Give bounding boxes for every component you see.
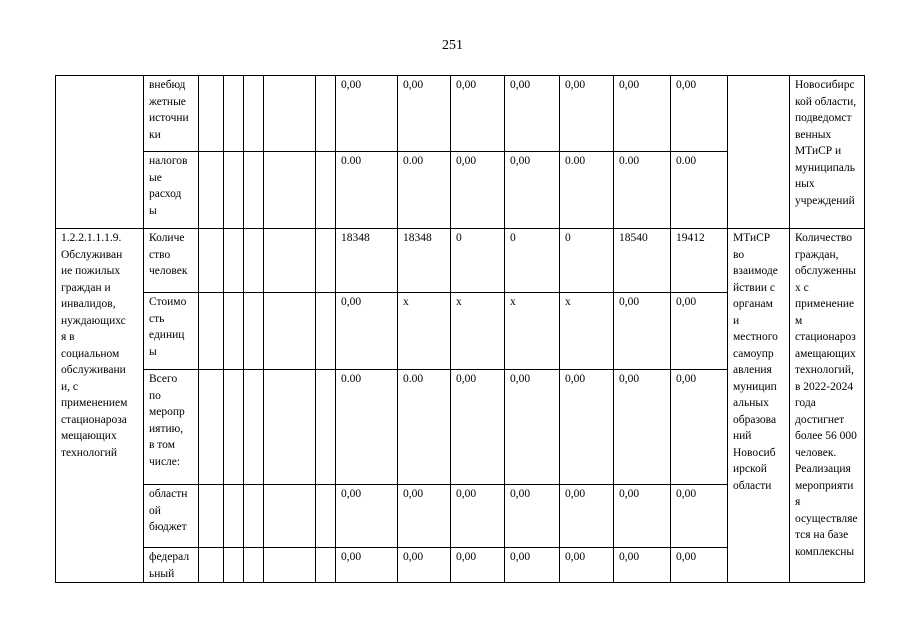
value-cell: 0,00 — [451, 548, 505, 583]
value-cell: 0,00 — [336, 548, 398, 583]
indicator-cell: областн ой бюджет — [144, 485, 199, 548]
value-cell: 0,00 — [398, 485, 451, 548]
value-cell: 0,00 — [560, 76, 614, 152]
value-cell: 18348 — [398, 229, 451, 293]
table-row — [56, 229, 865, 293]
value-cell: 0.00 — [336, 152, 398, 229]
value-cell: 0,00 — [671, 370, 728, 485]
value-cell: 0,00 — [398, 548, 451, 583]
indicator-cell: налогов ые расход ы — [144, 152, 199, 229]
value-cell: 0,00 — [336, 76, 398, 152]
value-cell: 0,00 — [560, 485, 614, 548]
value-cell: 0 — [451, 229, 505, 293]
table-row — [56, 76, 865, 152]
value-cell: 0,00 — [671, 76, 728, 152]
value-cell: 0,00 — [671, 485, 728, 548]
value-cell: 0,00 — [398, 76, 451, 152]
value-cell: 0.00 — [614, 152, 671, 229]
value-cell: 0,00 — [451, 152, 505, 229]
value-cell: 0,00 — [560, 370, 614, 485]
value-cell: 0 — [505, 229, 560, 293]
value-cell: 19412 — [671, 229, 728, 293]
value-cell: 0.00 — [671, 152, 728, 229]
executor-cell-continued — [728, 76, 790, 229]
result-cell: Новосибирс кой области, подведомст венных МТиСР и муниципаль ных учреждений — [790, 76, 865, 229]
value-cell: x — [451, 293, 505, 370]
expected-result-cell: Количество граждан, обслуженны х с применение м стационароз амещающих технологий, в 2022-2024 года достигнет более 56 000 человек. Реализация мероприяти я осуществляе тся на базе комплексны — [790, 229, 865, 583]
value-cell: 0,00 — [505, 485, 560, 548]
value-cell: 0,00 — [336, 485, 398, 548]
value-cell: 0.00 — [560, 152, 614, 229]
value-cell: 0 — [560, 229, 614, 293]
value-cell: 0,00 — [451, 485, 505, 548]
value-cell: 0,00 — [614, 485, 671, 548]
value-cell: 0,00 — [614, 76, 671, 152]
value-cell: 0,00 — [451, 370, 505, 485]
value-cell: 0,00 — [560, 548, 614, 583]
activity-name-cell: 1.2.2.1.1.1.9. Обслуживан ие пожилых граждан и инвалидов, нуждающихс я в социальном обслуживани и, с применением стационароза мещающих технологий — [56, 229, 144, 583]
value-cell: x — [398, 293, 451, 370]
value-cell: 0,00 — [671, 548, 728, 583]
indicator-cell: Количе ство человек — [144, 229, 199, 293]
value-cell: 0,00 — [614, 548, 671, 583]
value-cell: 0,00 — [614, 293, 671, 370]
value-cell: 0,00 — [671, 293, 728, 370]
executor-cell: МТиСР во взаимоде йствии с органам и местного самоупр авления муницип альных образова ний Новосиб ирской области — [728, 229, 790, 583]
indicator-cell: федерал ьный — [144, 548, 199, 583]
activity-cell-continued — [56, 76, 144, 229]
value-cell: 0,00 — [505, 370, 560, 485]
budget-table — [55, 75, 865, 583]
value-cell: 18348 — [336, 229, 398, 293]
value-cell: 18540 — [614, 229, 671, 293]
page-number: 251 — [442, 38, 463, 53]
value-cell: x — [505, 293, 560, 370]
value-cell: 0,00 — [505, 152, 560, 229]
value-cell: 0,00 — [451, 76, 505, 152]
value-cell: 0.00 — [398, 152, 451, 229]
indicator-cell: Стоимо сть единиц ы — [144, 293, 199, 370]
value-cell: 0.00 — [336, 370, 398, 485]
indicator-cell: Всего по меропр иятию, в том числе: — [144, 370, 199, 485]
value-cell: 0,00 — [336, 293, 398, 370]
indicator-cell: внебюд жетные источни ки — [144, 76, 199, 152]
value-cell: 0,00 — [505, 548, 560, 583]
value-cell: 0.00 — [398, 370, 451, 485]
value-cell: x — [560, 293, 614, 370]
value-cell: 0,00 — [614, 370, 671, 485]
value-cell: 0,00 — [505, 76, 560, 152]
